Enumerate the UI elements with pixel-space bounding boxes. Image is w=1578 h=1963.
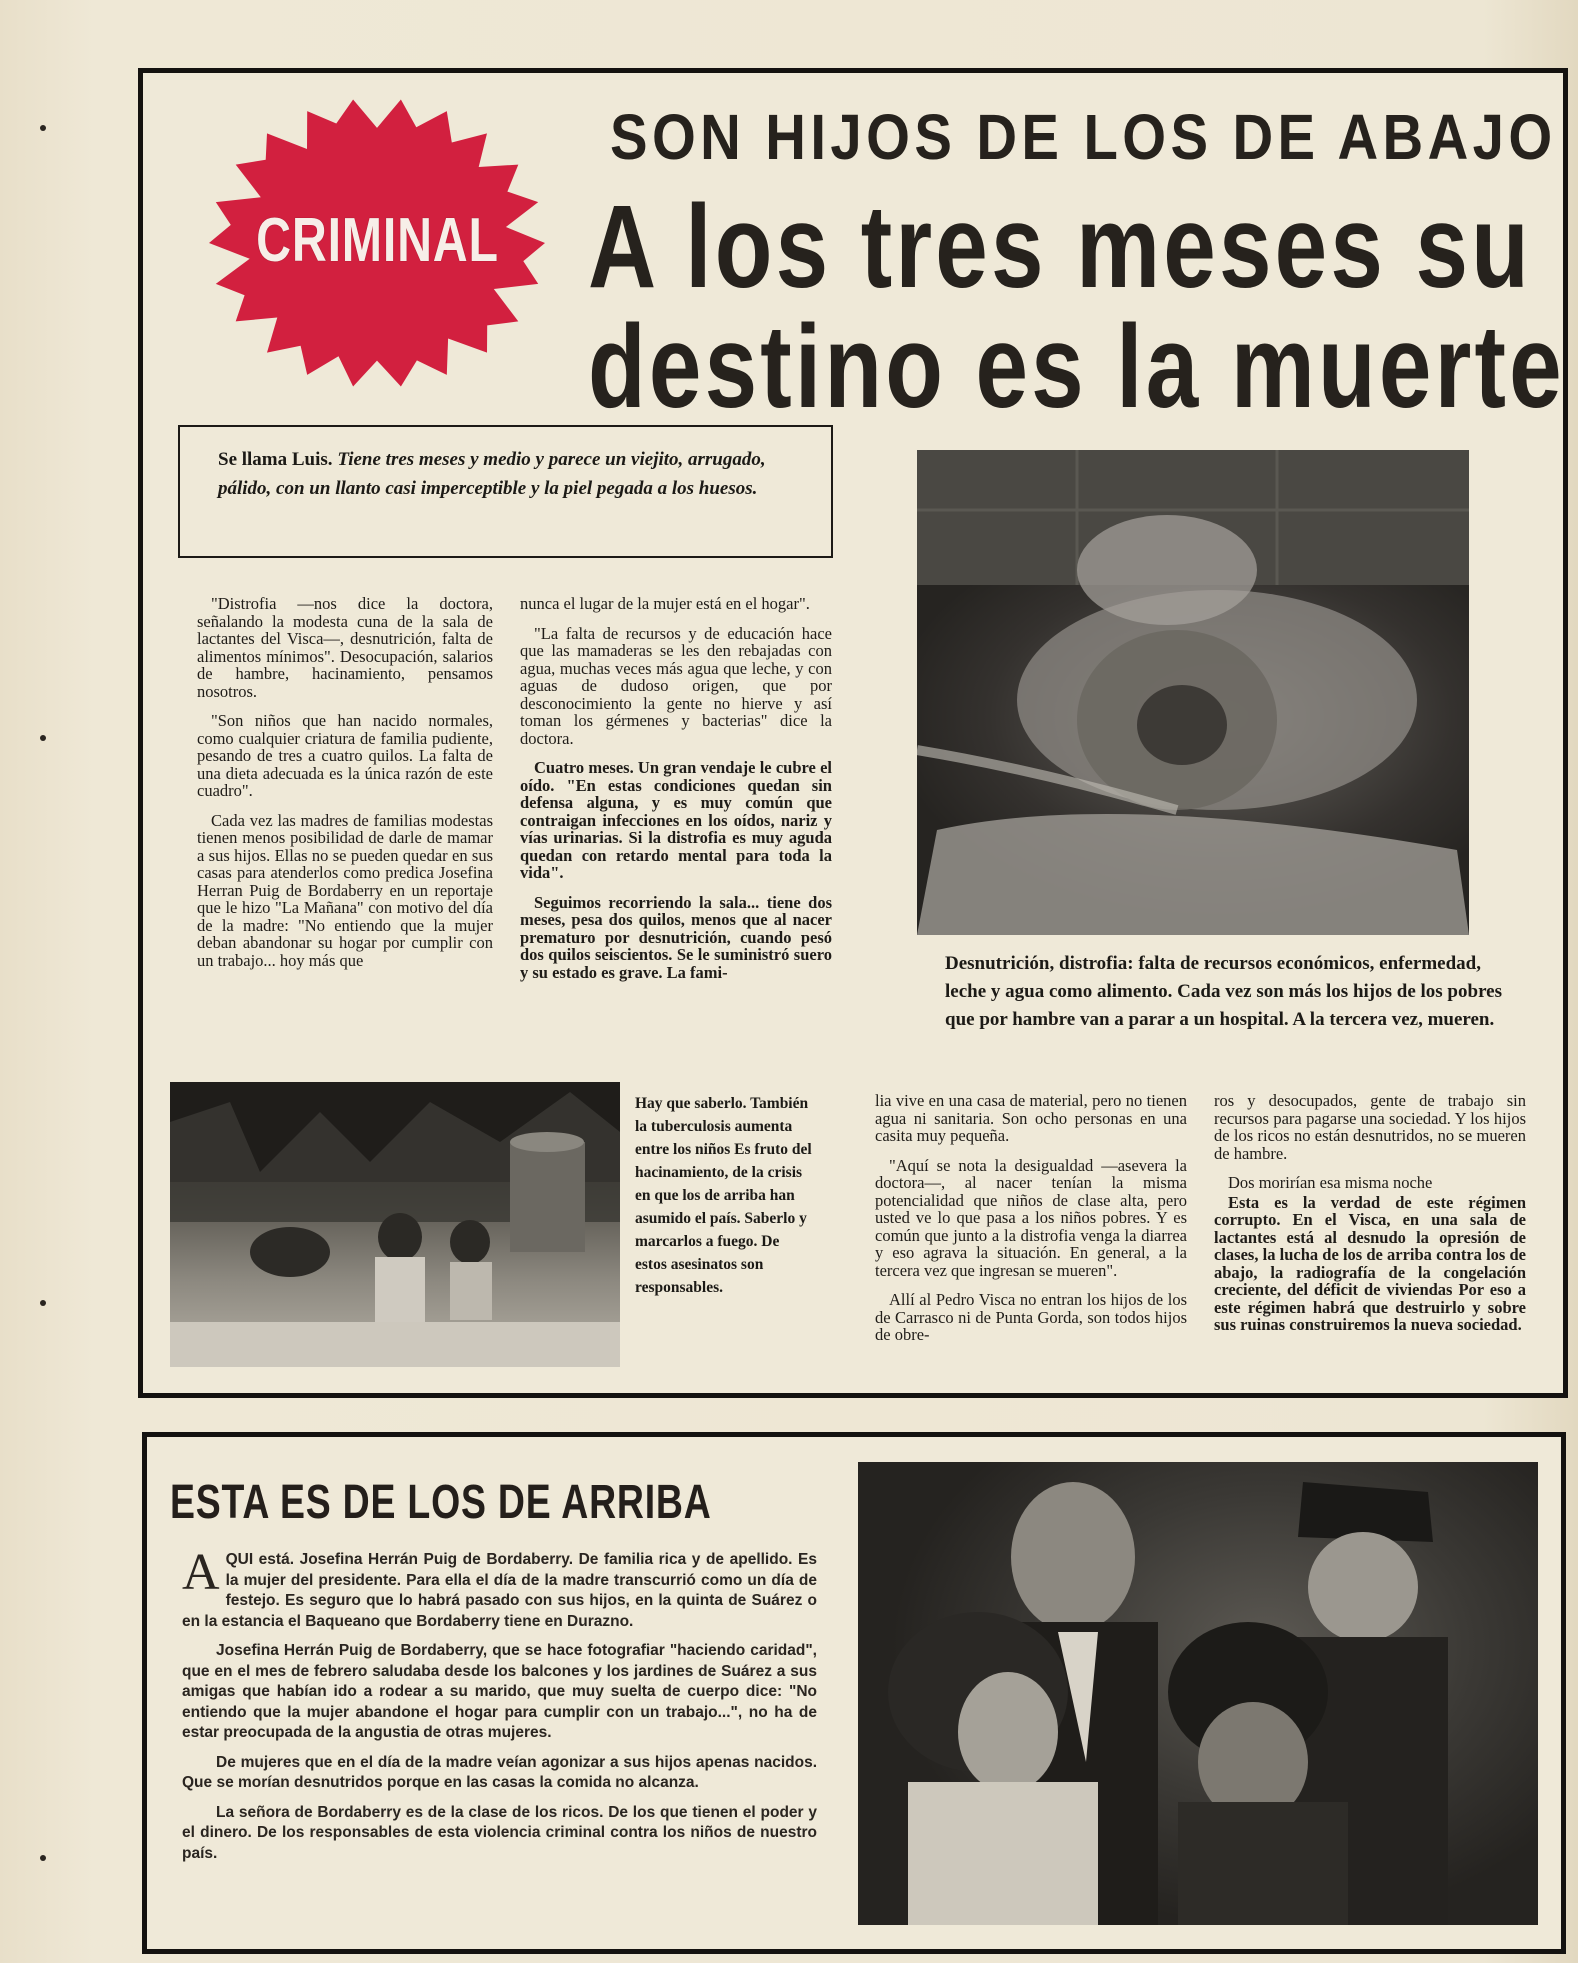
baby-photo-shapes [917, 450, 1469, 935]
photo-caption-children: Hay que saberlo. También la tuberculosis aumenta entre los niños Es fruto del hacinamiento, de la crisis en que los de arriba han asumido el país. Saberlo y marcarlos a fuego. De estos asesinatos son responsables. [635, 1095, 812, 1296]
binding-hole [40, 735, 46, 741]
article-column-2 [520, 595, 832, 993]
photo-children [170, 1082, 620, 1367]
paragraph: Cada vez las madres de familias modestas tienen menos posibilidad de darle de mamar a sus hijos. Ellas no se pueden quedar en sus casas para atenderlos como predica Josefina Herran Puig de Bordaberry en un reportaje que le hizo "La Mañana" con motivo del día de la madre: "No entiendo que la mujer deban abandonar su hogar por cumplir con un trabajo... hoy más que [197, 810, 493, 970]
photo-caption-baby: Desnutrición, distrofia: falta de recursos económicos, enfermedad, leche y agua como alimento. Cada vez son más los hijos de los pobres que por hambre van a parar a un hospital. A la tercera vez, mueren. [945, 953, 1502, 1030]
paragraph: La señora de Bordaberry es de la clase de los ricos. De los que tienen el poder y el dinero. De los responsables de esta violencia criminal contra los niños de nuestro país. [182, 1803, 817, 1862]
paragraph: "Distrofia —nos dice la doctora, señalando la modesta cuna de la sala de lactantes del Visca—, desnutrición, falta de alimentos mínimos". Desocupación, salarios de hambre, hacinamiento, pensamos nosotros. [197, 594, 493, 701]
paragraph: Esta es la verdad de este régimen corrupto. En el Visca, en una sala de lactantes está al desnudo la opresión de clases, la lucha de los de arriba contra los de abajo, la radiografía de la congelación creciente, del déficit de viviendas Por eso a este régimen habrá que destruirlo y sobre sus ruinas construiremos la nueva sociedad. [1214, 1192, 1526, 1334]
photo-malnourished-baby [917, 450, 1469, 935]
binding-hole [40, 125, 46, 131]
badge-label: CRIMINAL [256, 206, 499, 275]
paragraph: "Son niños que han nacido normales, como cualquier criatura de familia pudiente, pesando de tres a cuatro quilos. La falta de una dieta adecuada es la única razón de este cuadro". [197, 711, 493, 800]
drop-cap: A [182, 1544, 220, 1601]
officials-photo-shapes [858, 1462, 1538, 1925]
binding-hole [40, 1300, 46, 1306]
kicker-headline: SON HIJOS DE LOS DE ABAJO [610, 101, 1557, 173]
lead-text: Tiene tres meses y medio y parece un viejito, arrugado, pálido, con un llanto casi imperceptible y la piel pegada a los huesos. [218, 449, 766, 499]
paragraph: nunca el lugar de la mujer está en el hogar". [520, 594, 810, 613]
paragraph: "Aquí se nota la desigualdad —asevera la doctora—, al nacer tenían la misma potencialidad que niños de clase alta, pero usted ve lo que pasa a los niños pobres. Y es común que junto a la distrofia venga la diarrea y eso agrava la situación. En general, a la tercera vez que ingresan se mueren". [875, 1155, 1187, 1280]
paragraph: Seguimos recorriendo la sala... tiene dos meses, pesa dos quilos, menos que al nacer prematuro por desnutrición, cuando pesó dos quilos seiscientos. Se le suministró suero y su estado es grave. La fami- [520, 892, 832, 982]
paragraph: De mujeres que en el día de la madre veían agonizar a sus hijos apenas nacidos. Que se morían desnutridos porque en las casas la comida no alcanza. [182, 1753, 817, 1791]
paragraph: Josefina Herrán Puig de Bordaberry, que se hace fotografiar "haciendo caridad", que en el mes de febrero saludaba desde los balcones y los jardines de Suárez a sus amigas que habían ido a rodear a su marido, que muy suelta de cuerpo dice: "No entiendo que la mujer abandone el hogar para cumplir con un trabajo...", no ha de estar preocupada de la angustia de otras mujeres. [182, 1642, 817, 1741]
section-body [182, 1544, 817, 1873]
binding-hole [40, 1855, 46, 1861]
article-column-4 [1214, 1092, 1526, 1346]
photo-bordaberry-group [858, 1462, 1538, 1925]
lead-name: Se llama Luis. [218, 449, 333, 470]
headline-line-2: destino es la muerte [588, 301, 1565, 433]
paragraph: lia vive en una casa de material, pero no tienen agua ni sanitaria. Son ocho personas en una casita muy pequeña. [875, 1091, 1187, 1145]
paragraph: "La falta de recursos y de educación hace que las mamaderas se les den rebajadas con agua, muchas veces más agua que leche, y con aguas de dudoso origen, que por desconocimiento la gente no hierve y así toman los gérmenes y bacterias" dice la doctora. [520, 623, 832, 748]
subhead: Dos morirían esa misma noche [1228, 1173, 1433, 1192]
article-column-1 [197, 595, 493, 981]
paragraph [182, 1544, 817, 1632]
kids-photo-shapes [170, 1082, 620, 1367]
paragraph: Allí al Pedro Visca no entran los hijos de los de Carrasco ni de Punta Gorda, son todos hijos de obre- [875, 1290, 1187, 1344]
lead-box [178, 425, 833, 558]
section-title: ESTA ES DE LOS DE ARRIBA [170, 1476, 712, 1529]
paragraph: Cuatro meses. Un gran vendaje le cubre el oído. "En estas condiciones quedan sin defensa alguna, y es muy común que contraigan infecciones en los oídos, nariz y vías urinarias. Si la distrofia es muy aguda quedan con retardo mental para toda la vida". [520, 758, 832, 882]
headline-line-1: A los tres meses su [588, 181, 1533, 313]
paragraph-text: QUI está. Josefina Herrán Puig de Bordaberry. De familia rica y de apellido. Es la mujer del presidente. Para ella el día de la madre transcurrió como un día de festejo. Es seguro que lo habrá pasado con sus hijos, en la quinta de Suárez o en la estancia el Baqueano que Bordaberry tiene en Durazno. [182, 1551, 817, 1630]
paragraph: ros y desocupados, gente de trabajo sin recursos para pagarse una sociedad. Y los hijos de los ricos no están desnutridos, no se mueren de hambre. [1214, 1091, 1526, 1163]
article-column-3 [875, 1092, 1187, 1356]
